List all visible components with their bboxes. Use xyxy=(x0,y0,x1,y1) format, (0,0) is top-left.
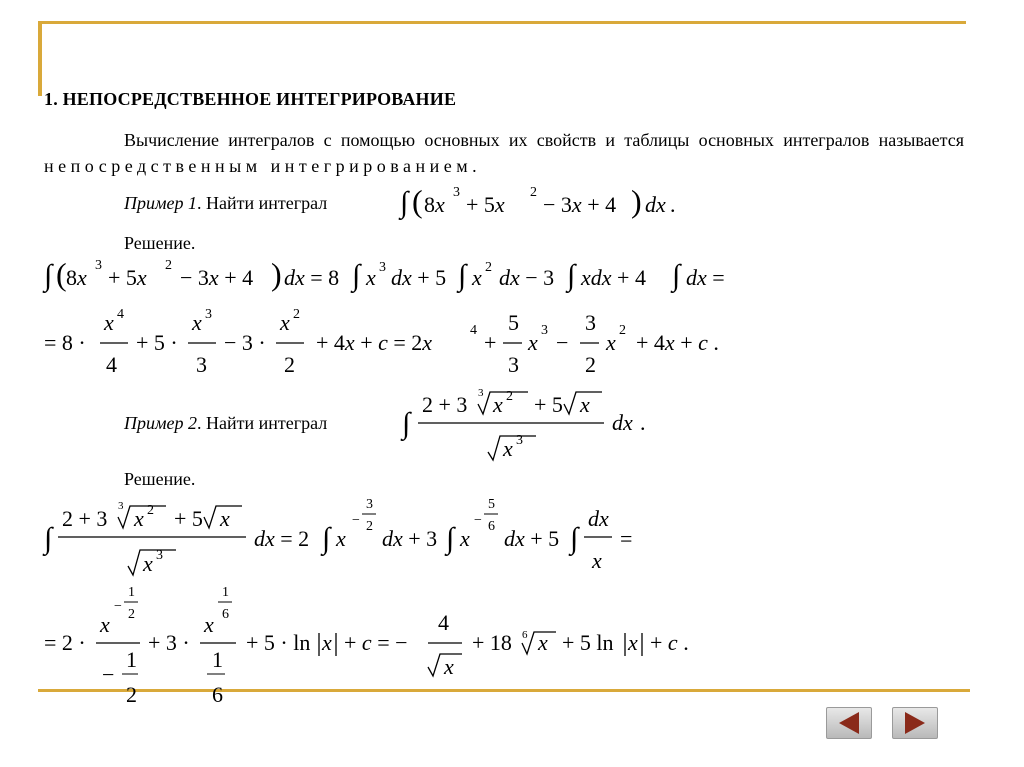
svg-text:2: 2 xyxy=(128,607,135,622)
svg-text:6: 6 xyxy=(522,629,528,641)
svg-text:+ 5x: + 5x xyxy=(466,192,505,217)
svg-text:− 3x + 4: − 3x + 4 xyxy=(543,192,617,217)
svg-text:∫: ∫ xyxy=(672,259,681,292)
svg-text:x: x xyxy=(472,265,482,290)
solution-1-label: Решение. xyxy=(124,233,196,253)
svg-text:3: 3 xyxy=(516,433,523,448)
svg-text:+: + xyxy=(484,330,497,355)
svg-text:6: 6 xyxy=(222,607,229,622)
svg-text:2: 2 xyxy=(293,307,300,322)
svg-text:x: x xyxy=(134,506,144,531)
svg-text:2: 2 xyxy=(147,503,154,518)
svg-text:(: ( xyxy=(412,183,423,219)
svg-text:x: x xyxy=(100,612,110,637)
svg-text:3: 3 xyxy=(585,310,596,335)
svg-text:1: 1 xyxy=(128,585,135,600)
svg-text:x: x xyxy=(192,310,202,335)
svg-text:=: = xyxy=(620,526,633,551)
svg-text:x: x xyxy=(220,506,230,531)
svg-text:∫: ∫ xyxy=(402,407,411,440)
svg-text:dx: dx xyxy=(645,192,666,217)
svg-text:dx = 8: dx = 8 xyxy=(284,265,340,290)
svg-text:2: 2 xyxy=(530,185,537,200)
term-highlight: непосредственным интегрированием xyxy=(44,156,473,176)
svg-text:+ 5 ln: + 5 ln xyxy=(562,630,614,655)
intro-end: . xyxy=(472,156,477,176)
svg-text:2: 2 xyxy=(126,682,137,707)
svg-text:+ 18: + 18 xyxy=(472,630,512,655)
svg-text:+ 5x: + 5x xyxy=(108,265,147,290)
svg-text:): ) xyxy=(631,183,642,219)
svg-text:3: 3 xyxy=(508,352,519,377)
svg-text:2: 2 xyxy=(585,352,596,377)
svg-text:3: 3 xyxy=(379,260,386,275)
svg-text:+ 4x + c .: + 4x + c . xyxy=(636,330,719,355)
svg-text:2: 2 xyxy=(506,389,513,404)
svg-text:∫: ∫ xyxy=(458,259,467,292)
svg-text:∫: ∫ xyxy=(352,259,361,292)
svg-text:4: 4 xyxy=(470,323,477,338)
svg-text:4: 4 xyxy=(117,307,124,322)
svg-text:+ 4x + c = 2x: + 4x + c = 2x xyxy=(316,330,433,355)
svg-text:∫: ∫ xyxy=(570,522,579,555)
svg-text:2: 2 xyxy=(284,352,295,377)
svg-text:1: 1 xyxy=(126,647,137,672)
svg-text:x: x xyxy=(143,551,153,576)
svg-text:5: 5 xyxy=(508,310,519,335)
svg-text:∫: ∫ xyxy=(44,522,53,555)
svg-text:dx =: dx = xyxy=(686,265,725,290)
svg-text:+ 5 ·: + 5 · xyxy=(136,330,178,355)
svg-text:x: x xyxy=(528,330,538,355)
svg-text:8x: 8x xyxy=(66,265,87,290)
svg-text:x: x xyxy=(280,310,290,335)
svg-text:dx + 5: dx + 5 xyxy=(391,265,447,290)
svg-text:−: − xyxy=(352,513,360,528)
svg-text:4: 4 xyxy=(106,352,117,377)
svg-text:x: x xyxy=(538,630,548,655)
svg-text:∫: ∫ xyxy=(567,259,576,292)
svg-text:(: ( xyxy=(56,256,67,292)
svg-text:6: 6 xyxy=(212,682,223,707)
svg-text:3: 3 xyxy=(118,500,124,512)
svg-text:4: 4 xyxy=(438,610,449,635)
svg-text:∫: ∫ xyxy=(446,522,455,555)
svg-text:+ 5: + 5 xyxy=(174,506,203,531)
svg-text:x: x xyxy=(493,392,503,417)
svg-text:+ 3 ·: + 3 · xyxy=(148,630,190,655)
svg-text:x: x xyxy=(606,330,616,355)
svg-text:x: x xyxy=(444,654,454,679)
solution-2-line-2 xyxy=(44,585,689,707)
svg-text:8x: 8x xyxy=(424,192,445,217)
svg-text:x: x xyxy=(503,436,513,461)
svg-text:− 3 ·: − 3 · xyxy=(224,330,266,355)
example-2-title: Пример 2 xyxy=(124,413,197,433)
example-2-label: Пример 2. Найти интеграл xyxy=(124,413,328,433)
svg-text:3: 3 xyxy=(541,323,548,338)
solution-2-label: Решение. xyxy=(124,469,196,489)
example-2-integral xyxy=(400,387,646,461)
svg-text:3: 3 xyxy=(196,352,207,377)
svg-text:= 2 ·: = 2 · xyxy=(44,630,86,655)
svg-text:x: x xyxy=(628,630,638,655)
svg-text:3: 3 xyxy=(366,497,373,512)
svg-text:1: 1 xyxy=(212,647,223,672)
intro-line-2: интегралов называется xyxy=(783,130,964,150)
svg-text:−: − xyxy=(114,599,122,614)
svg-text:2: 2 xyxy=(165,258,172,273)
solution-1-line-2 xyxy=(44,307,719,377)
svg-text:dx + 3: dx + 3 xyxy=(382,526,438,551)
solution-2-line-1 xyxy=(42,497,632,576)
svg-text:2 + 3: 2 + 3 xyxy=(62,506,108,531)
svg-text:−: − xyxy=(102,662,115,687)
svg-text:∫: ∫ xyxy=(44,259,53,292)
svg-text:−: − xyxy=(474,513,482,528)
svg-text:dx: dx xyxy=(588,506,609,531)
svg-text:−: − xyxy=(556,330,569,355)
next-slide-button[interactable] xyxy=(892,707,938,739)
svg-text:3: 3 xyxy=(478,387,484,399)
svg-text:.: . xyxy=(640,410,646,435)
svg-text:2: 2 xyxy=(366,519,373,534)
svg-text:x: x xyxy=(204,612,214,637)
svg-text:3: 3 xyxy=(156,548,163,563)
intro-line-1: Вычисление интегралов с помощью основных их свойств и таблицы основных xyxy=(124,130,774,150)
previous-slide-button[interactable] xyxy=(826,707,872,739)
svg-text:∫: ∫ xyxy=(322,522,331,555)
svg-text:xdx + 4: xdx + 4 xyxy=(581,265,646,290)
svg-text:x: x xyxy=(104,310,114,335)
svg-text:x: x xyxy=(336,526,346,551)
svg-text:+ c = −: + c = − xyxy=(344,630,408,655)
example-1-label: Пример 1. Найти интеграл xyxy=(124,193,328,213)
right-arrow-icon xyxy=(905,712,925,734)
section-heading: 1. НЕПОСРЕДСТВЕННОЕ ИНТЕГРИРОВАНИЕ xyxy=(44,89,457,109)
svg-text:2: 2 xyxy=(485,260,492,275)
svg-text:dx + 5: dx + 5 xyxy=(504,526,560,551)
svg-text:x: x xyxy=(366,265,376,290)
example-1-title: Пример 1 xyxy=(124,193,197,213)
svg-text:2: 2 xyxy=(619,323,626,338)
solution-1-line-1 xyxy=(42,256,725,294)
svg-text:= 8 ·: = 8 · xyxy=(44,330,86,355)
svg-text:2 + 3: 2 + 3 xyxy=(422,392,468,417)
svg-text:1: 1 xyxy=(222,585,229,600)
svg-text:3: 3 xyxy=(205,307,212,322)
svg-text:dx = 2: dx = 2 xyxy=(254,526,310,551)
svg-text:dx − 3: dx − 3 xyxy=(499,265,555,290)
svg-text:+ 5: + 5 xyxy=(534,392,563,417)
svg-text:.: . xyxy=(670,192,676,217)
left-arrow-icon xyxy=(839,712,859,734)
svg-text:∫: ∫ xyxy=(400,186,409,219)
svg-text:− 3x + 4: − 3x + 4 xyxy=(180,265,254,290)
svg-text:+ 5 · ln: + 5 · ln xyxy=(246,630,311,655)
svg-text:): ) xyxy=(271,256,282,292)
example-1-integral xyxy=(398,183,676,221)
svg-text:3: 3 xyxy=(95,258,102,273)
svg-text:dx: dx xyxy=(612,410,633,435)
svg-text:3: 3 xyxy=(453,185,460,200)
svg-text:+ c .: + c . xyxy=(650,630,689,655)
svg-text:x: x xyxy=(322,630,332,655)
svg-text:x: x xyxy=(580,392,590,417)
svg-text:6: 6 xyxy=(488,519,495,534)
svg-text:x: x xyxy=(592,548,602,573)
svg-text:x: x xyxy=(460,526,470,551)
svg-text:5: 5 xyxy=(488,497,495,512)
